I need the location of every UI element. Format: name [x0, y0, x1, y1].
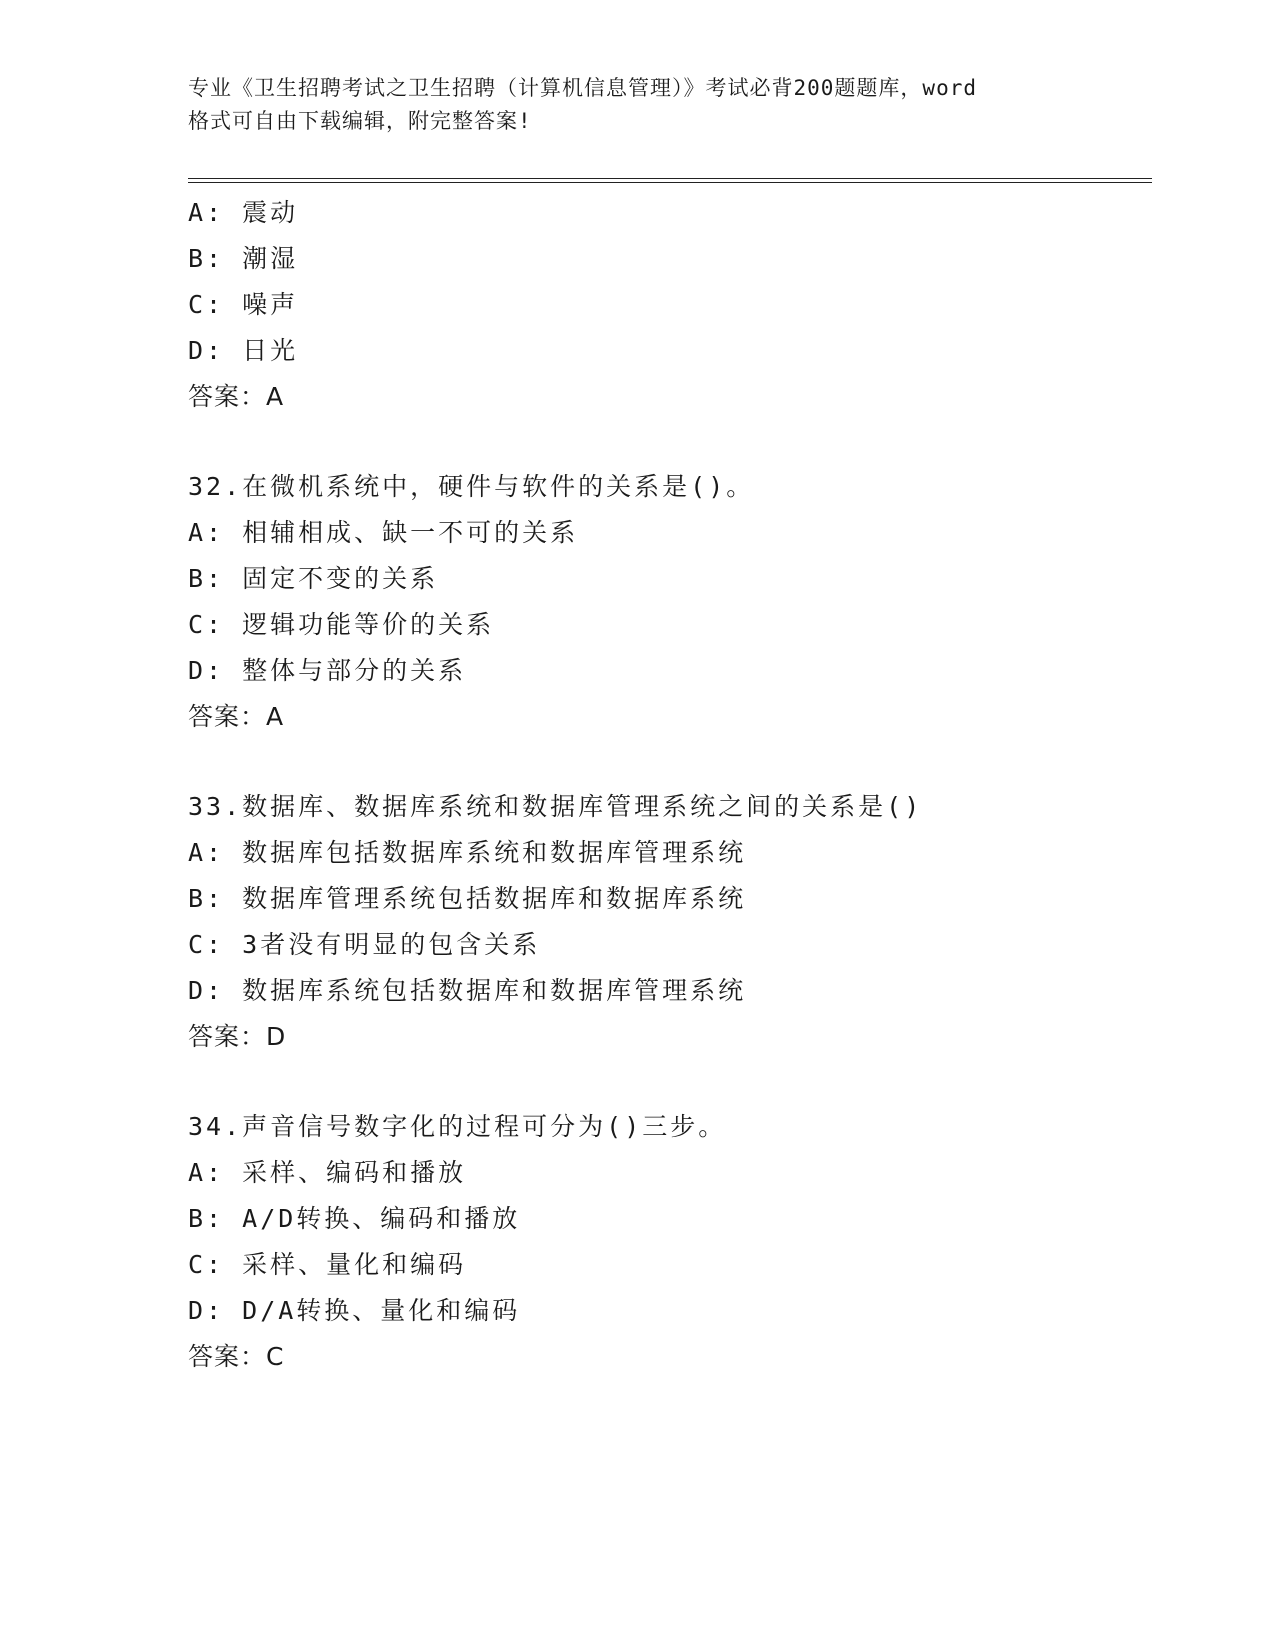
- option-c: C: 采样、量化和编码: [188, 1250, 467, 1279]
- option-d: D: D/A转换、量化和编码: [188, 1296, 521, 1325]
- header-divider: [188, 178, 1152, 179]
- question-block: [188, 1104, 1152, 1380]
- spacer: [188, 1060, 1152, 1104]
- question-block: [188, 784, 1152, 1060]
- option-b: B: 数据库管理系统包括数据库和数据库系统: [188, 884, 747, 913]
- option-a: A: 震动: [188, 198, 299, 227]
- option-c: C: 3者没有明显的包含关系: [188, 930, 541, 959]
- option-a: A: 数据库包括数据库系统和数据库管理系统: [188, 838, 747, 867]
- question-block: [188, 190, 1152, 420]
- spacer: [188, 740, 1152, 784]
- option-c: C: 噪声: [188, 290, 299, 319]
- option-d: D: 整体与部分的关系: [188, 656, 467, 685]
- question-stem: 32.在微机系统中，硬件与软件的关系是()。: [188, 472, 755, 501]
- option-b: B: 固定不变的关系: [188, 564, 439, 593]
- question-stem: 33.数据库、数据库系统和数据库管理系统之间的关系是(): [188, 792, 923, 821]
- answer-line: 答案：A: [188, 382, 285, 411]
- option-c: C: 逻辑功能等价的关系: [188, 610, 495, 639]
- option-a: A: 采样、编码和播放: [188, 1158, 467, 1187]
- answer-line: 答案：A: [188, 702, 285, 731]
- spacer: [188, 420, 1152, 464]
- answer-line: 答案：C: [188, 1342, 285, 1371]
- option-a: A: 相辅相成、缺一不可的关系: [188, 518, 579, 547]
- header-line-1: 专业《卫生招聘考试之卫生招聘（计算机信息管理）》考试必背200题题库，word: [188, 76, 977, 100]
- question-list: [188, 190, 1152, 1380]
- header-line-2: 格式可自由下载编辑，附完整答案!: [188, 109, 532, 133]
- option-b: B: 潮湿: [188, 244, 299, 273]
- question-block: [188, 464, 1152, 740]
- answer-line: 答案：D: [188, 1022, 287, 1051]
- option-b: B: A/D转换、编码和播放: [188, 1204, 521, 1233]
- document-header: [188, 72, 1088, 138]
- option-d: D: 数据库系统包括数据库和数据库管理系统: [188, 976, 747, 1005]
- option-d: D: 日光: [188, 336, 299, 365]
- header-divider: [188, 182, 1152, 183]
- question-stem: 34.声音信号数字化的过程可分为()三步。: [188, 1112, 727, 1141]
